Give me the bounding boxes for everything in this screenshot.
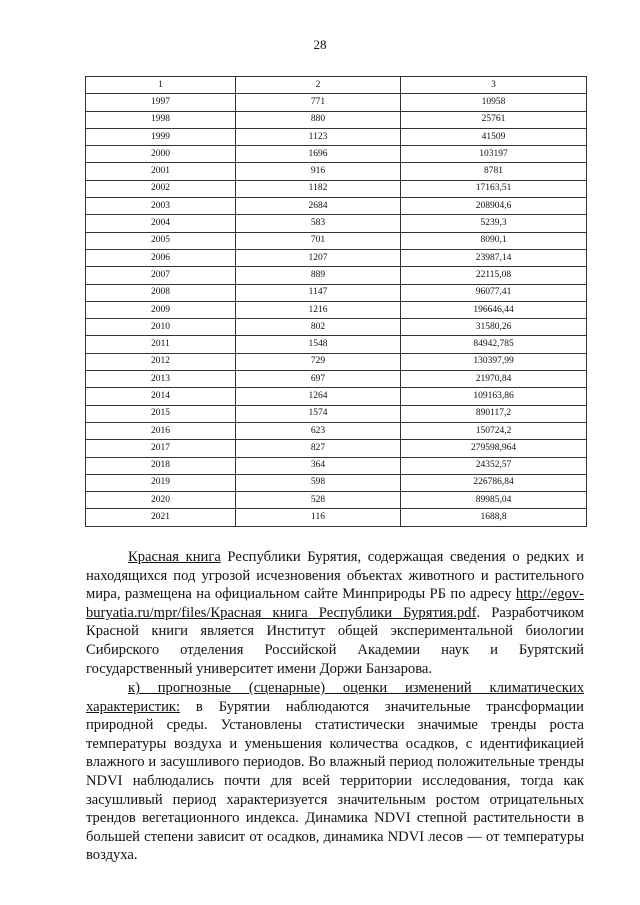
table-cell: 1123 xyxy=(236,128,401,145)
table-row xyxy=(86,388,587,405)
table-row xyxy=(86,353,587,370)
red-book-text-a: Республики Бурятия, содержащая сведения о редких и находящихся под угрозой исчезновения объектах животного и растительного мира, размещена на официальном сайте Минприроды РБ по адресу xyxy=(86,549,584,603)
table-cell: 1999 xyxy=(86,128,236,145)
table-row xyxy=(86,146,587,163)
red-book-text-b: . Разработчиком Красной книги является Институт общей экспериментальной биологии Сибирского отделения Российской Академии наук и Бурятский государственный университет имени Доржи Банзарова. xyxy=(86,604,585,677)
red-book-link[interactable]: Красная книга xyxy=(128,549,221,565)
table-cell: 2013 xyxy=(86,371,236,388)
table-cell: 1548 xyxy=(236,336,401,353)
table-cell: 41509 xyxy=(401,128,587,145)
table-cell: 916 xyxy=(236,163,401,180)
table-cell: 2011 xyxy=(86,336,236,353)
table-row xyxy=(86,405,587,422)
table-cell: 2008 xyxy=(86,284,236,301)
table-cell: 1998 xyxy=(86,111,236,128)
table-cell: 2020 xyxy=(86,492,236,509)
table-row xyxy=(86,267,587,284)
table-row xyxy=(86,284,587,301)
table-cell: 22115,08 xyxy=(401,267,587,284)
table-cell: 1216 xyxy=(236,301,401,318)
table-cell: 25761 xyxy=(401,111,587,128)
table-cell: 226786,84 xyxy=(401,474,587,491)
table-cell: 109163,86 xyxy=(401,388,587,405)
climate-heading: к) прогнозные (сценарные) оценки изменений климатических характеристик: xyxy=(86,680,584,715)
table-cell: 208904,6 xyxy=(401,198,587,215)
table-row xyxy=(86,319,587,336)
paragraph-red-book xyxy=(86,548,584,678)
table-cell: 2018 xyxy=(86,457,236,474)
table-row xyxy=(86,249,587,266)
table-cell: 802 xyxy=(236,319,401,336)
red-book-url-link[interactable]: http://egov-buryatia.ru/mpr/files/Красная книга Республики Бурятия.pdf xyxy=(86,586,584,621)
table-row xyxy=(86,457,587,474)
table-cell: 10958 xyxy=(401,94,587,111)
table-cell: 2005 xyxy=(86,232,236,249)
column-header-3: 3 xyxy=(401,77,587,94)
table-cell: 598 xyxy=(236,474,401,491)
table-cell: 5239,3 xyxy=(401,215,587,232)
table-cell: 890117,2 xyxy=(401,405,587,422)
table-row xyxy=(86,180,587,197)
table-cell: 880 xyxy=(236,111,401,128)
table-cell: 697 xyxy=(236,371,401,388)
table-cell: 583 xyxy=(236,215,401,232)
table-cell: 1264 xyxy=(236,388,401,405)
table-cell: 2010 xyxy=(86,319,236,336)
table-cell: 31580,26 xyxy=(401,319,587,336)
table-cell: 196646,44 xyxy=(401,301,587,318)
table-row xyxy=(86,163,587,180)
table-header-row xyxy=(86,77,587,94)
table-cell: 8781 xyxy=(401,163,587,180)
table-cell: 2000 xyxy=(86,146,236,163)
table-row xyxy=(86,422,587,439)
table-cell: 2002 xyxy=(86,180,236,197)
table-row xyxy=(86,371,587,388)
table-cell: 24352,57 xyxy=(401,457,587,474)
table-row xyxy=(86,474,587,491)
table-cell: 364 xyxy=(236,457,401,474)
data-table xyxy=(85,76,587,527)
table-cell: 2012 xyxy=(86,353,236,370)
table-row xyxy=(86,301,587,318)
table-row xyxy=(86,198,587,215)
table-cell: 771 xyxy=(236,94,401,111)
table-cell: 2014 xyxy=(86,388,236,405)
table-cell: 2009 xyxy=(86,301,236,318)
table-cell: 2006 xyxy=(86,249,236,266)
table-cell: 2684 xyxy=(236,198,401,215)
table-cell: 889 xyxy=(236,267,401,284)
table-cell: 279598,964 xyxy=(401,440,587,457)
table-cell: 2007 xyxy=(86,267,236,284)
table-cell: 827 xyxy=(236,440,401,457)
table-row xyxy=(86,215,587,232)
table-cell: 23987,14 xyxy=(401,249,587,266)
table-cell: 89985,04 xyxy=(401,492,587,509)
table-cell: 1147 xyxy=(236,284,401,301)
column-header-2: 2 xyxy=(236,77,401,94)
page-number: 28 xyxy=(313,37,327,52)
table-row xyxy=(86,492,587,509)
table-cell: 116 xyxy=(236,509,401,526)
table-cell: 623 xyxy=(236,422,401,439)
table-cell: 1696 xyxy=(236,146,401,163)
table-row xyxy=(86,509,587,526)
table-cell: 2015 xyxy=(86,405,236,422)
table-cell: 150724,2 xyxy=(401,422,587,439)
table-cell: 17163,51 xyxy=(401,180,587,197)
table-cell: 2021 xyxy=(86,509,236,526)
climate-text: в Бурятии наблюдаются значительные трансформации природной среды. Установлены статистически значимые тренды роста температуры воздуха и уменьшения количества осадков, с идентификацией влажного и засушливого периодов. Во влажный период положительные тренды NDVI наблюдались почти для всей территории исследования, тогда как засушливый период характеризуется значительным ростом отрицательных трендов вегетационного индекса. Динамика NDVI степной растительности в большей степени зависит от осадков, динамика NDVI лесов — от температуры воздуха. xyxy=(86,698,584,864)
table-cell: 84942,785 xyxy=(401,336,587,353)
table-cell: 528 xyxy=(236,492,401,509)
table-cell: 8090,1 xyxy=(401,232,587,249)
table-cell: 130397,99 xyxy=(401,353,587,370)
table-cell: 2003 xyxy=(86,198,236,215)
table-row xyxy=(86,94,587,111)
table-cell: 701 xyxy=(236,232,401,249)
column-header-1: 1 xyxy=(86,77,236,94)
table-cell: 1574 xyxy=(236,405,401,422)
table-cell: 2019 xyxy=(86,474,236,491)
table-cell: 1688,8 xyxy=(401,509,587,526)
table-cell: 21970,84 xyxy=(401,371,587,388)
table-row xyxy=(86,111,587,128)
table-cell: 96077,41 xyxy=(401,284,587,301)
table-cell: 1207 xyxy=(236,249,401,266)
table-cell: 2004 xyxy=(86,215,236,232)
table-body xyxy=(86,77,587,527)
table-row xyxy=(86,336,587,353)
table-row xyxy=(86,128,587,145)
table-cell: 1182 xyxy=(236,180,401,197)
table-cell: 2016 xyxy=(86,422,236,439)
table-row xyxy=(86,232,587,249)
table-cell: 103197 xyxy=(401,146,587,163)
table-row xyxy=(86,440,587,457)
table-cell: 2001 xyxy=(86,163,236,180)
table-cell: 1997 xyxy=(86,94,236,111)
table-cell: 2017 xyxy=(86,440,236,457)
table-cell: 729 xyxy=(236,353,401,370)
paragraph-climate-forecast xyxy=(86,679,584,865)
